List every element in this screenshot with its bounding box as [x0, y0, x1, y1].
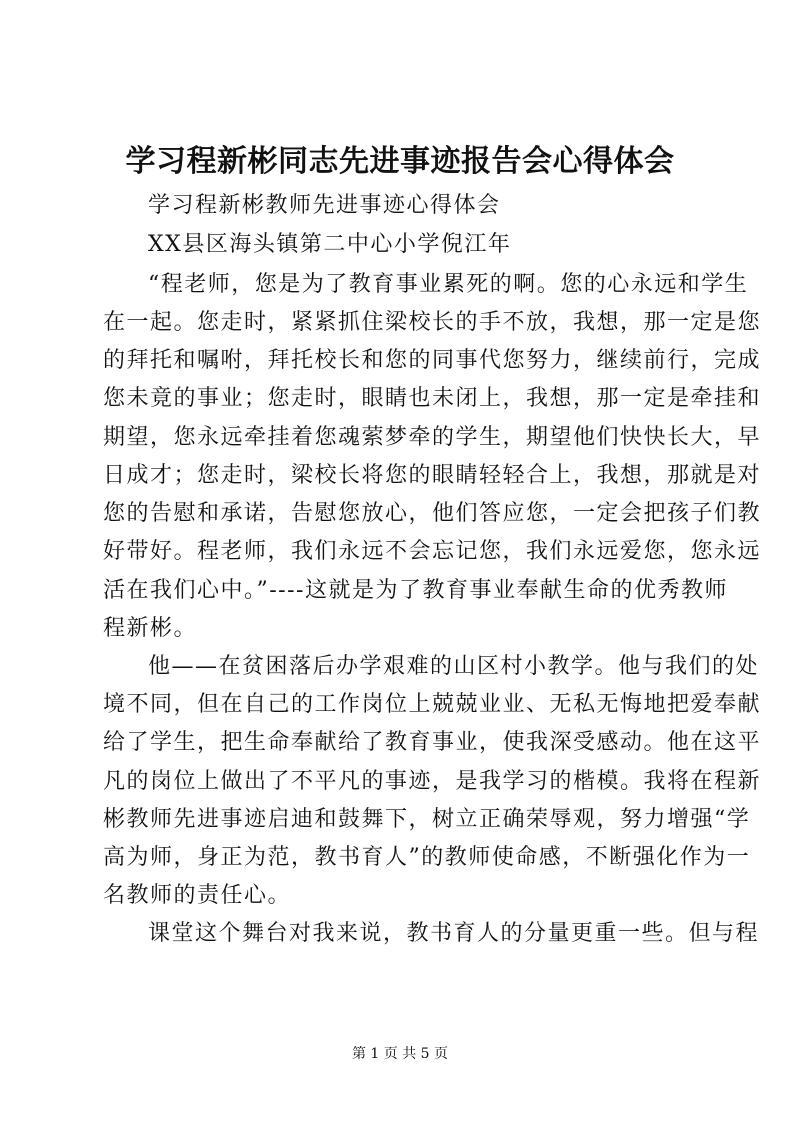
paragraph-line: 您未竟的事业；您走时，眼睛也未闭上，我想，那一定是牵挂和 — [103, 386, 762, 411]
paragraph-line: 高为师，身正为范，教书育人”的教师使命感，不断强化作为一 — [103, 845, 751, 870]
paragraph-line: 境不同，但在自己的工作岗位上兢兢业业、无私无悔地把爱奉献 — [103, 692, 762, 717]
paragraph-line: 期望，您永远牵挂着您魂萦梦牵的学生，期望他们快快长大，早 — [103, 425, 762, 450]
paragraph-line: 名教师的责任心。 — [103, 883, 292, 908]
paragraph-line: 您的告慰和承诺，告慰您放心，他们答应您，一定会把孩子们教 — [103, 501, 762, 526]
paragraph-line: 的拜托和嘱咐，拜托校长和您的同事代您努力，继续前行，完成 — [103, 348, 762, 373]
paragraph-line: 凡的岗位上做出了不平凡的事迹，是我学习的楷模。我将在程新 — [103, 769, 762, 794]
paragraph-line: 程新彬。 — [103, 616, 198, 641]
paragraph-line: 彬教师先进事迹启迪和鼓舞下，树立正确荣辱观，努力增强“学 — [103, 807, 751, 832]
paragraph-line: 在一起。您走时，紧紧抓住梁校长的手不放，我想，那一定是您 — [103, 310, 762, 335]
page-footer: 第 1 页 共 5 页 — [351, 1046, 449, 1062]
document-subtitle: 学习程新彬教师先进事迹心得体会 — [148, 193, 501, 218]
paragraph-line: 活在我们心中。”----这就是为了教育事业奉献生命的优秀教师 — [103, 578, 728, 603]
paragraph-line: 好带好。程老师，我们永远不会忘记您，我们永远爱您，您永远 — [103, 539, 762, 564]
paragraph-line: 给了学生，把生命奉献给了教育事业，使我深受感动。他在这平 — [103, 730, 762, 755]
document-author: XX县区海头镇第二中心小学倪江年 — [148, 232, 512, 257]
document-title: 学习程新彬同志先进事迹报告会心得体会 — [125, 144, 675, 179]
paragraph-line: 日成才；您走时，梁校长将您的眼睛轻轻合上，我想，那就是对 — [103, 463, 762, 488]
paragraph-line: “程老师，您是为了教育事业累死的啊。您的心永远和学生 — [148, 272, 749, 297]
paragraph-line: 课堂这个舞台对我来说，教书育人的分量更重一些。但与程 — [148, 921, 760, 946]
paragraph-line: 他——在贫困落后办学艰难的山区村小教学。他与我们的处 — [148, 654, 760, 679]
